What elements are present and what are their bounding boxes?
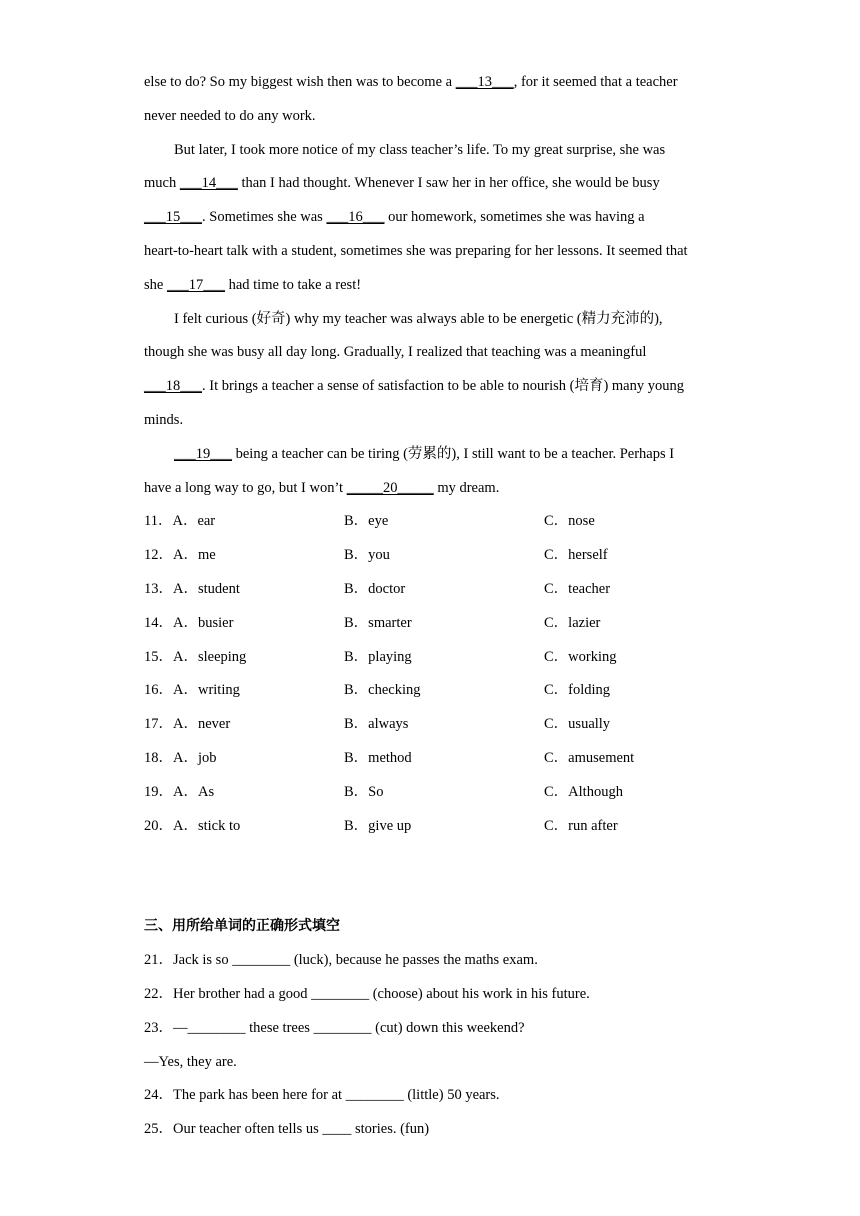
question-option-b: B．give up — [344, 817, 412, 834]
question-option-c: C．lazier — [544, 614, 601, 631]
passage-text: . It brings a teacher a sense of satisfaction to be able to nourish (培育) many young — [202, 378, 684, 395]
passage-text: had time to take a rest! — [224, 276, 362, 293]
passage-text: minds. — [144, 411, 184, 428]
question-option-b: B．checking — [344, 682, 421, 699]
section-gap — [144, 843, 716, 910]
blank-17: ___17___ — [166, 276, 225, 293]
passage-line — [144, 438, 716, 472]
question-option-a: 15．A．sleeping — [144, 648, 247, 665]
question-option-a: 18．A．job — [144, 749, 217, 766]
passage-text: never needed to do any work. — [144, 107, 316, 124]
question-option-c: C．amusement — [544, 749, 635, 766]
question-option-b: B．smarter — [344, 614, 412, 631]
blank-16: ___16___ — [326, 209, 385, 226]
passage-text: heart-to-heart talk with a student, sometimes she was preparing for her lessons. It seemed that — [144, 242, 688, 259]
question-option-c: C．Although — [544, 783, 623, 800]
passage-text: . Sometimes she was — [202, 209, 327, 226]
fill-question-24: 24．The park has been here for at ________ (little) 50 years. — [144, 1087, 500, 1104]
passage-text: being a teacher can be tiring (劳累的), I still want to be a teacher. Perhaps I — [232, 445, 675, 462]
passage-text: I felt curious (好奇) why my teacher was always able to be energetic (精力充沛的), — [174, 310, 663, 327]
passage-line — [144, 269, 716, 303]
question-row — [144, 573, 716, 607]
question-option-c: C．run after — [544, 817, 618, 834]
blank-15: ___15___ — [144, 209, 202, 226]
question-option-b: B．method — [344, 749, 412, 766]
question-row — [144, 607, 716, 641]
question-option-b: B．always — [344, 716, 409, 733]
question-option-a: 12．A．me — [144, 547, 216, 564]
question-option-a: 16．A．writing — [144, 682, 240, 699]
question-row — [144, 776, 716, 810]
fill-question-23-answer: —Yes, they are. — [144, 1053, 237, 1070]
blank-18: ___18___ — [144, 378, 202, 395]
fill-question-21: 21．Jack is so ________ (luck), because he passes the maths exam. — [144, 952, 538, 969]
question-option-a: 17．A．never — [144, 716, 231, 733]
fill-question-23: 23．—________ these trees ________ (cut) down this weekend? — [144, 1019, 525, 1036]
passage-line — [144, 472, 716, 506]
passage-text: our homework, sometimes she was having a — [384, 209, 645, 226]
question-option-c: C．teacher — [544, 580, 611, 597]
question-row — [144, 674, 716, 708]
passage-line — [144, 66, 716, 100]
passage-line — [144, 100, 716, 134]
passage-line — [144, 303, 716, 337]
question-row — [144, 539, 716, 573]
blank-19: ___19___ — [174, 445, 232, 462]
question-option-b: B．doctor — [344, 580, 406, 597]
passage-line — [144, 201, 716, 235]
passage-text: But later, I took more notice of my class teacher’s life. To my great surprise, she was — [174, 141, 666, 158]
passage-text: else to do? So my biggest wish then was to become a — [144, 74, 456, 90]
question-option-c: C．herself — [544, 547, 608, 564]
question-option-b: B．you — [344, 547, 390, 564]
question-row — [144, 742, 716, 776]
section-title: 三、用所给单词的正确形式填空 — [144, 918, 340, 935]
question-option-c: C．working — [544, 648, 617, 665]
worksheet-page — [144, 66, 716, 1147]
passage-line — [144, 235, 716, 269]
fill-question-25: 25．Our teacher often tells us ____ stories. (fun) — [144, 1121, 430, 1138]
blank-13: ___13___ — [455, 74, 514, 90]
blank-14: ___14___ — [179, 175, 238, 192]
passage-text: though she was busy all day long. Gradually, I realized that teaching was a meaningful — [144, 344, 647, 361]
fill-question-22: 22．Her brother had a good ________ (choose) about his work in his future. — [144, 985, 590, 1002]
passage-text: have a long way to go, but I won’t — [144, 479, 347, 496]
passage-line — [144, 167, 716, 201]
passage-line — [144, 404, 716, 438]
passage-text: she — [144, 276, 167, 293]
question-option-a: 13．A．student — [144, 580, 240, 597]
question-row — [144, 641, 716, 675]
question-option-b: B．So — [344, 783, 384, 800]
question-row — [144, 708, 716, 742]
question-row — [144, 810, 716, 844]
passage-text: than I had thought. Whenever I saw her in her office, she would be busy — [237, 175, 660, 192]
passage-line — [144, 336, 716, 370]
question-option-b: B．playing — [344, 648, 412, 665]
question-option-a: 19．A．As — [144, 783, 215, 800]
passage-line — [144, 134, 716, 168]
question-option-c: C．nose — [544, 513, 595, 530]
passage-text: my dream. — [433, 479, 500, 496]
question-option-b: B．eye — [344, 513, 389, 530]
question-option-a: 11．A．ear — [144, 513, 216, 530]
passage-text: much — [144, 175, 180, 192]
question-option-c: C．usually — [544, 716, 611, 733]
blank-20: _____20_____ — [346, 479, 434, 496]
passage-line — [144, 370, 716, 404]
passage-text: , for it seemed that a teacher — [513, 74, 678, 90]
question-option-c: C．folding — [544, 682, 611, 699]
question-option-a: 14．A．busier — [144, 614, 234, 631]
question-option-a: 20．A．stick to — [144, 817, 241, 834]
question-row — [144, 505, 716, 539]
